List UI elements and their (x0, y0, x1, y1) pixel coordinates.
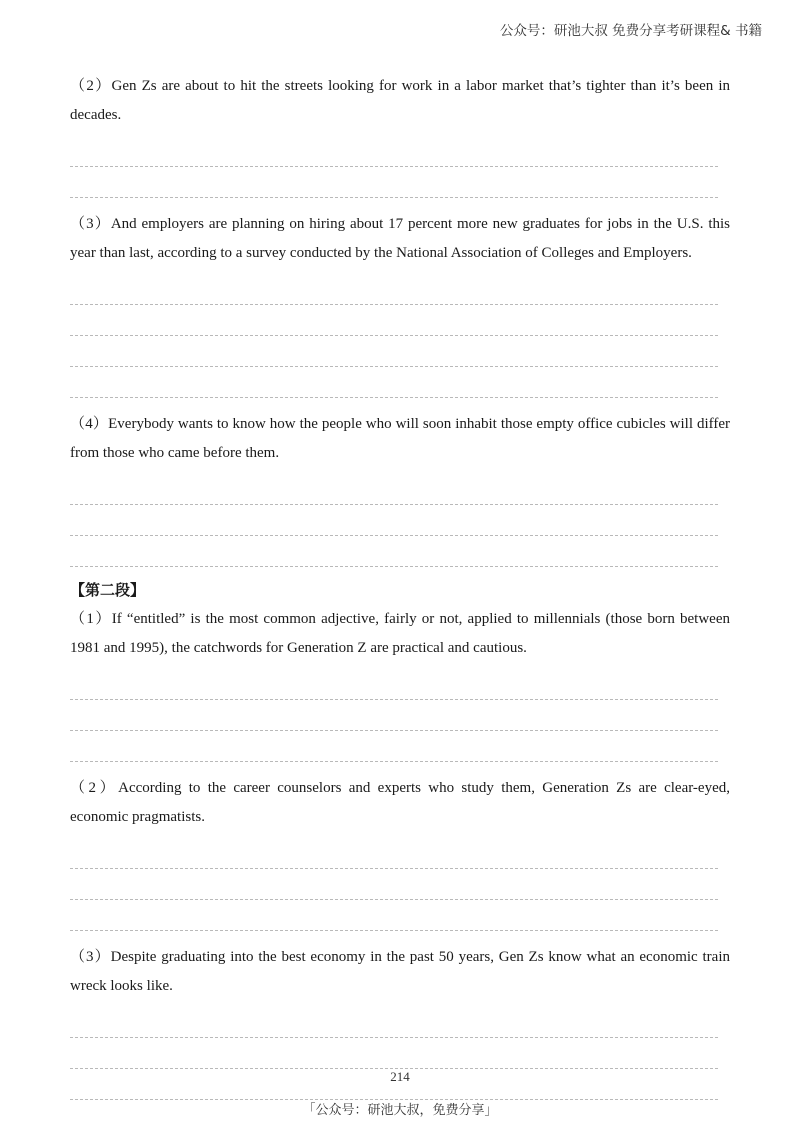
answer-line[interactable] (70, 136, 718, 167)
section-heading: 【第二段】 (70, 581, 146, 599)
answer-line[interactable] (70, 167, 718, 198)
answer-lines (70, 130, 730, 198)
answer-line[interactable] (70, 900, 718, 931)
answer-line[interactable] (70, 869, 718, 900)
answer-line[interactable] (70, 474, 718, 505)
page-footer: 「公众号：研池大叔，免费分享」 (302, 1103, 498, 1118)
sentence-text: （4）Everybody wants to know how the people who will soon inhabit those empty office cubicles will differ from those who came before them. (70, 416, 730, 461)
sentence-text: （3）And employers are planning on hiring about 17 percent more new graduates for jobs in the U.S. this year than last, according to a survey conducted by the National Association of Colleges and Employers. (70, 216, 730, 261)
answer-line[interactable] (70, 336, 718, 367)
answer-line[interactable] (70, 274, 718, 305)
page-header: 公众号：研池大叔 免费分享考研课程& 书籍 (499, 23, 762, 39)
answer-line[interactable] (70, 505, 718, 536)
question-item (70, 72, 730, 198)
sentence-text: （3）Despite graduating into the best economy in the past 50 years, Gen Zs know what an economic train wreck looks like. (70, 949, 730, 994)
answer-line[interactable] (70, 700, 718, 731)
page-number: 214 (390, 1069, 410, 1084)
sentence-text: （1）If “entitled” is the most common adjective, fairly or not, applied to millennials (those born between 1981 and 1995), the catchwords for Generation Z are practical and cautious. (70, 611, 730, 656)
answer-line[interactable] (70, 731, 718, 762)
answer-lines (70, 268, 730, 398)
answer-line[interactable] (70, 669, 718, 700)
answer-lines (70, 663, 730, 762)
answer-lines (70, 1001, 730, 1100)
question-item (70, 410, 730, 567)
sentence-text: （2）Gen Zs are about to hit the streets looking for work in a labor market that’s tighter than it’s been in decades. (70, 78, 730, 123)
question-item (70, 605, 730, 762)
question-item (70, 774, 730, 931)
sentence-text: （2）According to the career counselors and experts who study them, Generation Zs are clear-eyed, economic pragmatists. (70, 780, 730, 825)
answer-line[interactable] (70, 305, 718, 336)
answer-line[interactable] (70, 1007, 718, 1038)
page-content (70, 72, 730, 1100)
answer-line[interactable] (70, 367, 718, 398)
answer-lines (70, 832, 730, 931)
answer-line[interactable] (70, 838, 718, 869)
answer-line[interactable] (70, 1038, 718, 1069)
answer-lines (70, 468, 730, 567)
answer-line[interactable] (70, 536, 718, 567)
question-item (70, 210, 730, 398)
